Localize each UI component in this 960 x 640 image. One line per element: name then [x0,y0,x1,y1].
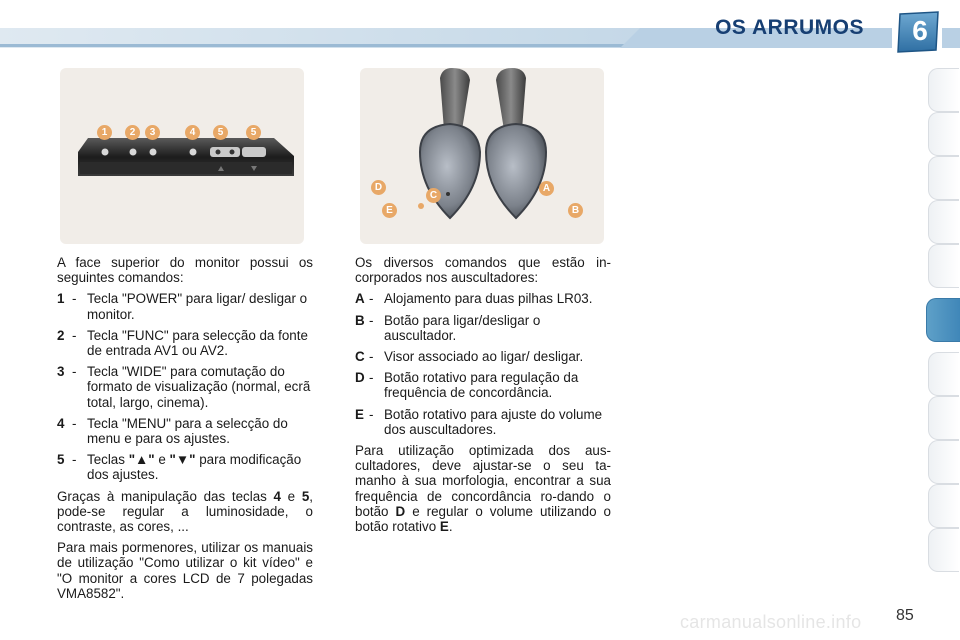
monitor-description-column [57,255,313,607]
list-item [57,328,313,358]
item-text-part: e [154,452,170,468]
item-dash: - [369,406,374,422]
key-ref: 4 [273,488,281,504]
item-key: C [355,349,365,365]
item-key: D [355,370,365,386]
item-key: B [355,312,365,328]
manuals-paragraph: Para mais pormenores, utilizar os manuais de utilização "Como utilizar o kit vídeo" e "O monitor a cores LCD de 7 polegadas VMA8582". [57,540,313,601]
chapter-tab-7[interactable] [928,352,959,396]
list-item [355,291,611,306]
callout-B: B [568,203,583,218]
item-text: Tecla "FUNC" para selecção da fonte de entrada AV1 ou AV2. [87,327,308,359]
key-ref: E [439,519,449,535]
chapter-tab-3[interactable] [928,156,959,200]
chapter-tab-9[interactable] [928,440,959,484]
item-text: Alojamento para duas pilhas LR03. [384,291,593,307]
usage-paragraph [355,443,611,534]
item-text [87,452,313,482]
list-item [355,370,611,400]
item-key: 2 [57,327,65,343]
down-key-label: "▼" [169,452,196,468]
up-key-label: "▲" [128,452,155,468]
text-part: Graças à manipulação das teclas [57,488,274,504]
text-part: e [280,488,302,504]
chapter-tab-6-active[interactable] [926,298,960,342]
item-dash: - [369,370,374,386]
item-text: Botão para ligar/desligar o auscultador. [384,312,541,343]
chapter-tab-2[interactable] [928,112,959,156]
list-item [57,291,313,321]
watermark: carmanualsonline.info [680,612,862,632]
item-text: Tecla "POWER" para ligar/ desligar o monitor. [87,291,308,322]
callout-2: 2 [125,125,140,140]
item-text: Botão rotativo para ajuste do volume dos auscultadores. [384,406,603,437]
chapter-tabs [926,68,960,576]
item-dash: - [369,291,374,307]
callout-A: A [539,181,554,196]
list-item [355,313,611,343]
item-key: E [355,406,364,422]
item-text-part: para modificação dos ajustes. [87,452,302,483]
list-item [57,364,313,410]
callout-1: 1 [97,125,112,140]
item-key: 1 [57,291,65,307]
chapter-number-badge: 6 [912,15,928,46]
item-dash: - [72,291,77,307]
headphones-description-column [355,255,611,540]
item-key: 4 [57,415,65,431]
item-key: 3 [57,364,65,380]
callout-5-up: 5 [213,125,228,140]
headphones-intro-text: Os diversos comandos que estão in-corporados nos auscultadores: [355,255,611,286]
item-text: Tecla "WIDE" para comutação do formato de visualização (normal, ecrã total, largo, cinema). [87,364,311,410]
chapter-tab-1[interactable] [928,68,959,112]
headphones-illustration [360,68,604,244]
text-part: , pode-se regular a luminosidade, o contraste, as cores, ... [57,488,313,535]
chapter-tab-8[interactable] [928,396,959,440]
item-dash: - [72,364,77,380]
item-key: A [355,291,365,307]
callout-E: E [382,203,397,218]
list-item [57,452,313,482]
list-item [57,416,313,446]
monitor-illustration [60,68,304,244]
item-dash: - [72,452,77,468]
chapter-title: OS ARRUMOS [715,16,864,39]
headphones-controls-figure [360,68,604,244]
item-dash: - [369,349,374,365]
item-text: Visor associado ao ligar/ desligar. [384,349,584,365]
callout-D: D [371,180,386,195]
text-part: e regular o volume utilizando o botão rotativo [355,503,611,535]
callout-C: C [426,188,441,203]
item-dash: - [369,312,374,328]
item-text-part: Teclas [87,452,129,468]
key-ref: D [395,503,406,519]
item-dash: - [72,415,77,431]
text-part: Para utilização optimizada dos aus-cultadores, deve ajustar-se o seu ta-manho à sua morfologia, encontrar a sua frequência de concordância ro-dando o botão [355,443,611,519]
chapter-tab-4[interactable] [928,200,959,244]
chapter-tab-10[interactable] [928,484,959,528]
text-part: . [448,519,453,535]
callout-4: 4 [185,125,200,140]
item-dash: - [72,327,77,343]
adjustment-paragraph [57,489,313,535]
monitor-intro-text: A face superior do monitor possui os seguintes comandos: [57,255,313,286]
page-header [0,0,960,58]
item-text: Tecla "MENU" para a selecção do menu e para os ajustes. [87,415,288,447]
list-item [355,407,611,437]
item-text: Botão rotativo para regulação da frequência de concordância. [384,370,579,401]
chapter-tab-11[interactable] [928,528,959,572]
list-item [355,349,611,364]
key-ref: 5 [301,488,310,504]
chapter-tab-5[interactable] [928,244,959,288]
callout-5-down: 5 [246,125,261,140]
callout-3: 3 [145,125,160,140]
monitor-controls-figure [60,68,304,244]
item-key: 5 [57,452,65,468]
page-number: 85 [896,607,914,624]
